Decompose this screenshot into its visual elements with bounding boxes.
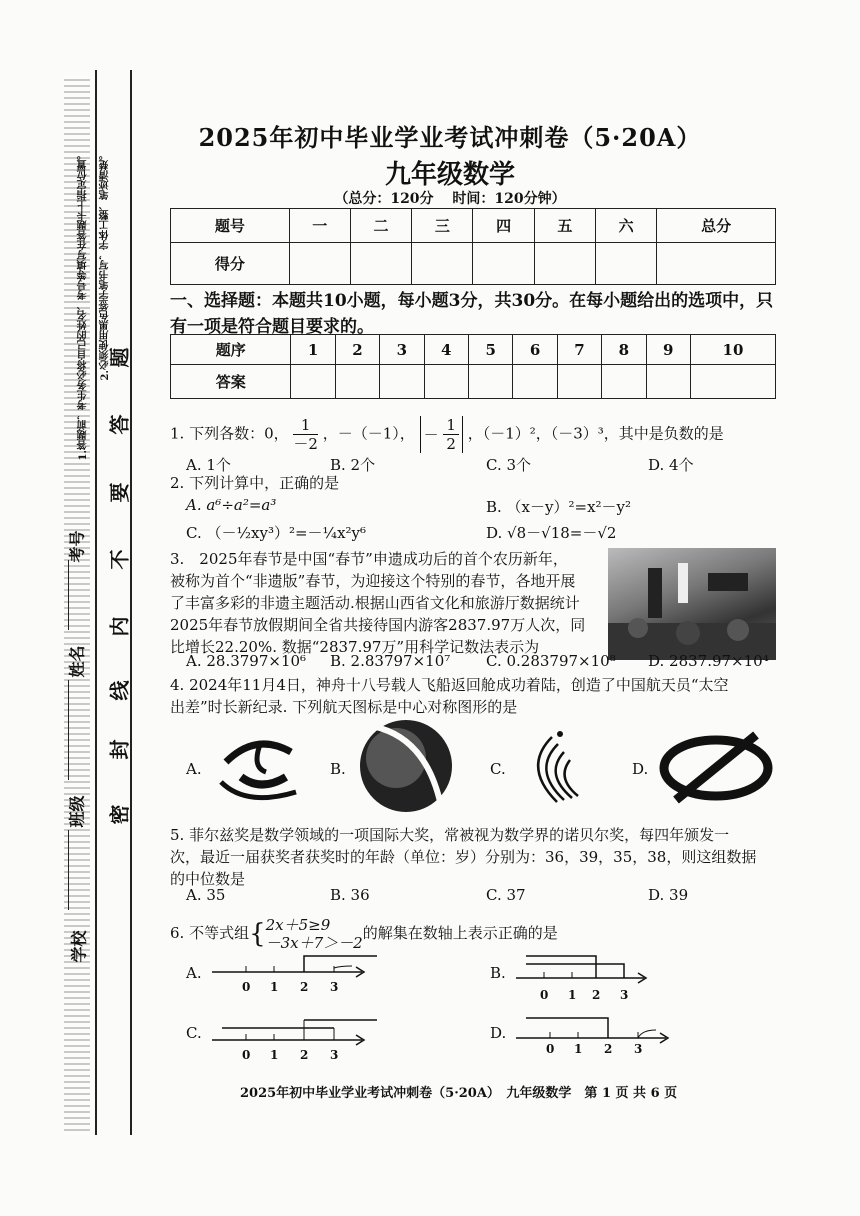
number-line-a bbox=[212, 948, 382, 998]
q3-line: 3. 2025年春节是中国“春节”申遗成功后的首个农历新年， bbox=[170, 550, 568, 568]
number-line-c bbox=[212, 1012, 382, 1052]
answer-cell bbox=[424, 365, 468, 399]
tick-label: 3 bbox=[620, 988, 629, 1002]
fraction-2 bbox=[443, 416, 459, 453]
q1-option-a: A. 1个 bbox=[186, 456, 231, 474]
q6-inequality-1: 2x＋5≥9 bbox=[265, 916, 331, 934]
score-cell bbox=[289, 243, 350, 285]
score-cell bbox=[473, 243, 534, 285]
seal-char: 要 bbox=[107, 482, 132, 503]
instruction-1: 1.答题前，考生务必将自己的姓名、考号等填写在答题卡上指定位置。 bbox=[78, 150, 89, 461]
answer-header-cell: 8 bbox=[602, 335, 646, 365]
score-header-cell: 一 bbox=[289, 209, 350, 243]
q2-option-c: C. （－½xy³）²=－¼x²y⁶ bbox=[186, 524, 367, 542]
q5-line: 5. 菲尔兹奖是数学领域的一项国际大奖，常被视为数学界的诺贝尔奖，每四年颁发一 bbox=[170, 826, 730, 844]
field-exam-number: 考号 bbox=[67, 530, 87, 563]
answer-cell bbox=[690, 365, 775, 399]
exam-title: 2025年初中毕业学业考试冲刺卷（5·20A） bbox=[198, 123, 702, 152]
q3-option-b: B. 2.83797×10⁷ bbox=[330, 652, 451, 670]
score-header-cell: 六 bbox=[595, 209, 656, 243]
q4-line: 4. 2024年11月4日，神舟十八号载人飞船返回舱成功着陆，创造了中国航天员“太空 bbox=[170, 676, 729, 694]
question-2: 2. 下列计算中，正确的是 bbox=[170, 474, 340, 492]
field-name: 姓名 bbox=[67, 645, 87, 678]
q3-line: 2025年春节放假期间全省共接待国内游客2837.97万人次，同 bbox=[170, 616, 586, 634]
photo-detail bbox=[608, 548, 776, 660]
q3-option-c: C. 0.283797×10⁸ bbox=[486, 652, 616, 670]
answer-cell bbox=[646, 365, 690, 399]
score-header-cell: 题号 bbox=[171, 209, 290, 243]
answer-cell bbox=[291, 365, 335, 399]
score-cell bbox=[657, 243, 776, 285]
score-header-cell: 三 bbox=[412, 209, 473, 243]
q6-text2: 的解集在数轴上表示正确的是 bbox=[362, 924, 558, 942]
tick-label: 2 bbox=[300, 980, 309, 994]
answer-header-cell: 3 bbox=[380, 335, 424, 365]
subject-title: 九年级数学 bbox=[384, 160, 515, 190]
answer-header-cell: 10 bbox=[690, 335, 775, 365]
page-footer: 2025年初中毕业学业考试冲刺卷（5·20A） 九年级数学 第 1 页 共 6 页 bbox=[240, 1086, 678, 1101]
q6-inequality-2: －3x＋7＞－2 bbox=[265, 934, 363, 952]
tick-label: 1 bbox=[270, 1048, 279, 1062]
tick-label: 1 bbox=[568, 988, 577, 1002]
score-cell bbox=[595, 243, 656, 285]
q2-option-b: B. （x－y）²=x²－y² bbox=[486, 498, 632, 516]
number-line-d bbox=[516, 1010, 686, 1048]
fraction-numerator: 1 bbox=[293, 416, 318, 435]
tick-label: 2 bbox=[300, 1048, 309, 1062]
q6-option-b: B. bbox=[490, 964, 506, 982]
fraction-denominator: 2 bbox=[446, 435, 456, 453]
seal-char: 封 bbox=[107, 739, 132, 760]
q5-line: 的中位数是 bbox=[170, 870, 246, 888]
q4-option-a: A. bbox=[186, 760, 202, 778]
q3-line: 了丰富多彩的非遗主题活动.根据山西省文化和旅游厅数据统计 bbox=[170, 594, 580, 612]
space-logo-d bbox=[656, 730, 776, 805]
q1-option-b: B. 2个 bbox=[330, 456, 376, 474]
q6-option-a: A. bbox=[186, 964, 202, 982]
q4-option-d: D. bbox=[632, 760, 649, 778]
field-line bbox=[68, 680, 70, 780]
q1-text: 1. 下列各数：0， bbox=[170, 424, 289, 443]
abs-value: － $\frac{1}{2}$ bbox=[420, 416, 463, 453]
answer-header-cell: 9 bbox=[646, 335, 690, 365]
score-header-cell: 四 bbox=[473, 209, 534, 243]
q2-option-d: D. √8－√18=－√2 bbox=[486, 524, 617, 542]
seal-char: 线 bbox=[107, 680, 132, 701]
seal-char: 题 bbox=[107, 347, 132, 368]
answer-header-cell: 7 bbox=[557, 335, 601, 365]
binding-line-outer bbox=[130, 70, 132, 1135]
score-cell bbox=[412, 243, 473, 285]
seal-char: 内 bbox=[107, 616, 132, 637]
space-logo-c bbox=[512, 722, 592, 812]
instruction-2: 2.必须使用黑色签字笔书写，字体工整、笔迹清楚。 bbox=[100, 150, 111, 381]
field-line bbox=[68, 830, 70, 910]
q5-option-b: B. 36 bbox=[330, 886, 370, 904]
score-cell bbox=[534, 243, 595, 285]
exam-info: （总分：120分 时间：120分钟） bbox=[334, 191, 566, 207]
q1-option-d: D. 4个 bbox=[648, 456, 694, 474]
tick-label: 1 bbox=[574, 1042, 583, 1056]
seal-char: 密 bbox=[107, 804, 132, 825]
tick-label: 0 bbox=[242, 1048, 251, 1062]
tick-label: 3 bbox=[330, 1048, 339, 1062]
answer-header-cell: 2 bbox=[335, 335, 379, 365]
q3-option-d: D. 2837.97×10⁴ bbox=[648, 652, 769, 670]
tick-label: 2 bbox=[592, 988, 601, 1002]
answer-row-label: 答案 bbox=[171, 365, 291, 399]
answer-cell bbox=[602, 365, 646, 399]
q1-text3: ，（－1）²，（－3）³，其中是负数的是 bbox=[467, 424, 724, 443]
answer-header-cell: 1 bbox=[291, 335, 335, 365]
answer-table bbox=[170, 334, 776, 399]
q2-option-a: A. a⁶÷a²=a³ bbox=[186, 496, 277, 514]
space-logo-a bbox=[206, 722, 306, 812]
binding-line-inner bbox=[95, 70, 97, 1135]
score-row-label: 得分 bbox=[171, 243, 290, 285]
q1-option-c: C. 3个 bbox=[486, 456, 532, 474]
score-table bbox=[170, 208, 776, 285]
q4-option-c: C. bbox=[490, 760, 506, 778]
q4-line: 出差”时长新纪录. 下列航天图标是中心对称图形的是 bbox=[170, 698, 518, 716]
q6-option-c: C. bbox=[186, 1024, 202, 1042]
answer-header-cell: 题序 bbox=[171, 335, 291, 365]
answer-cell bbox=[513, 365, 557, 399]
score-header-cell: 二 bbox=[350, 209, 411, 243]
q3-option-a: A. 28.3797×10⁶ bbox=[186, 652, 307, 670]
answer-cell bbox=[557, 365, 601, 399]
question-6: 6. 不等式组{ 2x＋5≥9 －3x＋7＞－2 的解集在数轴上表示正确的是 bbox=[170, 916, 558, 952]
q5-option-c: C. 37 bbox=[486, 886, 526, 904]
answer-header-cell: 5 bbox=[468, 335, 512, 365]
score-header-cell: 五 bbox=[534, 209, 595, 243]
score-cell bbox=[350, 243, 411, 285]
fraction-1 bbox=[293, 416, 318, 453]
spring-festival-photo bbox=[608, 548, 776, 660]
seal-char: 答 bbox=[107, 414, 132, 435]
tick-label: 3 bbox=[330, 980, 339, 994]
q1-text2: ，－（－1）， bbox=[322, 424, 415, 443]
answer-cell bbox=[335, 365, 379, 399]
tick-label: 1 bbox=[270, 980, 279, 994]
space-logo-b bbox=[356, 716, 456, 816]
field-class: 班级 bbox=[67, 795, 87, 828]
tick-label: 0 bbox=[540, 988, 549, 1002]
answer-header-cell: 6 bbox=[513, 335, 557, 365]
section-1-title: 一、选择题：本题共10小题，每小题3分，共30分。在每小题给出的选项中，只有一项是符合题目要求的。 bbox=[170, 291, 774, 337]
q5-option-a: A. 35 bbox=[186, 886, 226, 904]
q5-line: 次，最近一届获奖者获奖时的年龄（单位：岁）分别为：36，39，35，38，则这组数据 bbox=[170, 848, 757, 866]
q6-text: 6. 不等式组 bbox=[170, 924, 250, 942]
q3-line: 被称为首个“非遗版”春节，为迎接这个特别的春节，各地开展 bbox=[170, 572, 576, 590]
tick-label: 0 bbox=[242, 980, 251, 994]
seal-char: 不 bbox=[107, 549, 132, 570]
tick-label: 2 bbox=[604, 1042, 613, 1056]
field-school: 学校 bbox=[69, 930, 89, 963]
tick-label: 0 bbox=[546, 1042, 555, 1056]
answer-cell bbox=[468, 365, 512, 399]
tick-label: 3 bbox=[634, 1042, 643, 1056]
answer-header-cell: 4 bbox=[424, 335, 468, 365]
q3-line: 比增长22.20%. 数据“2837.97万”用科学记数法表示为 bbox=[170, 638, 540, 656]
answer-cell bbox=[380, 365, 424, 399]
question-1 bbox=[170, 416, 724, 453]
score-header-cell: 总分 bbox=[657, 209, 776, 243]
q4-option-b: B. bbox=[330, 760, 346, 778]
field-line bbox=[68, 560, 70, 630]
q6-option-d: D. bbox=[490, 1024, 507, 1042]
q5-option-d: D. 39 bbox=[648, 886, 689, 904]
fraction-numerator: 1 bbox=[443, 416, 459, 435]
fraction-denominator: －2 bbox=[293, 435, 318, 453]
number-line-b bbox=[516, 948, 666, 988]
